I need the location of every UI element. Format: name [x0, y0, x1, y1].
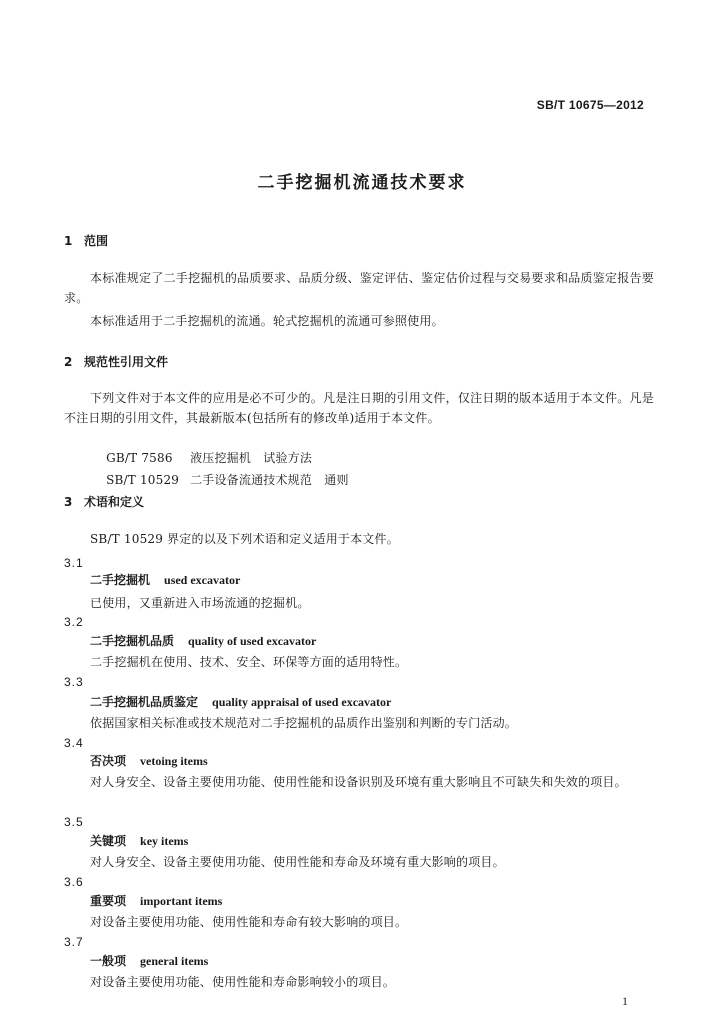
term-number: 3.1 [64, 556, 84, 570]
term-heading [90, 631, 316, 651]
section-title: 术语和定义 [84, 495, 145, 509]
term-definition: 对设备主要使用功能、使用性能和寿命影响较小的项目。 [90, 975, 396, 989]
standard-code: SB/T 10675—2012 [536, 98, 644, 112]
term-heading [90, 570, 240, 590]
term-number: 3.2 [64, 615, 84, 629]
term-heading [90, 951, 208, 971]
term-definition: 对人身安全、设备主要使用功能、使用性能和寿命及环境有重大影响的项目。 [90, 855, 505, 869]
term-english: quality appraisal of used excavator [212, 695, 392, 709]
term-heading [90, 751, 208, 771]
term-definition: 对人身安全、设备主要使用功能、使用性能和设备识别及环境有重大影响且不可缺失和失效的项目。 [90, 775, 627, 789]
term-number: 3.4 [64, 736, 84, 750]
section-1-heading [64, 232, 108, 249]
term-chinese: 重要项 [90, 894, 127, 908]
term-english: vetoing items [140, 754, 208, 768]
section-number: 1 [64, 234, 73, 248]
term-english: key items [140, 834, 189, 848]
reference-title: 液压挖掘机 试验方法 [190, 451, 313, 465]
term-chinese: 一般项 [90, 954, 127, 968]
section-3-intro: SB/T 10529 界定的以及下列术语和定义适用于本文件。 [90, 532, 399, 546]
section-number: 2 [64, 355, 73, 369]
section-title: 范围 [84, 234, 109, 248]
reference-code: GB/T 7586 [106, 451, 173, 465]
term-definition: 对设备主要使用功能、使用性能和寿命有较大影响的项目。 [90, 915, 408, 929]
term-heading [90, 692, 391, 712]
page-number: 1 [622, 994, 628, 1008]
term-english: important items [140, 894, 223, 908]
term-english: quality of used excavator [188, 634, 317, 648]
section-number: 3 [64, 495, 73, 509]
term-english: general items [140, 954, 209, 968]
term-number: 3.7 [64, 935, 84, 949]
document-title: 二手挖掘机流通技术要求 [257, 173, 467, 193]
term-chinese: 二手挖掘机品质鉴定 [90, 695, 199, 709]
term-english: used excavator [164, 573, 241, 587]
section-title: 规范性引用文件 [84, 355, 169, 369]
term-number: 3.6 [64, 875, 84, 889]
term-number: 3.3 [64, 675, 84, 689]
section-3-heading [64, 493, 144, 510]
term-chinese: 二手挖掘机 [90, 573, 151, 587]
section-2-paragraph-1: 下列文件对于本文件的应用是必不可少的。凡是注日期的引用文件，仅注日期的版本适用于本文件。凡是不注日期的引用文件，其最新版本(包括所有的修改单)适用于本文件。 [64, 391, 654, 425]
term-heading [90, 891, 222, 911]
term-number: 3.5 [64, 815, 84, 829]
term-heading [90, 831, 188, 851]
section-1-paragraph-2: 本标准适用于二手挖掘机的流通。轮式挖掘机的流通可参照使用。 [90, 314, 444, 328]
term-chinese: 二手挖掘机品质 [90, 634, 175, 648]
term-definition: 二手挖掘机在使用、技术、安全、环保等方面的适用特性。 [90, 655, 408, 669]
term-definition: 依据国家相关标准或技术规范对二手挖掘机的品质作出鉴别和判断的专门活动。 [90, 716, 518, 730]
section-2-heading [64, 353, 168, 370]
section-1-paragraph-1: 本标准规定了二手挖掘机的品质要求、品质分级、鉴定评估、鉴定估价过程与交易要求和品质鉴定报告要求。 [64, 271, 654, 305]
term-chinese: 关键项 [90, 834, 127, 848]
reference-code: SB/T 10529 [106, 473, 180, 487]
reference-title: 二手设备流通技术规范 通则 [190, 473, 349, 487]
term-chinese: 否决项 [90, 754, 127, 768]
term-definition: 已使用，又重新进入市场流通的挖掘机。 [90, 596, 310, 610]
